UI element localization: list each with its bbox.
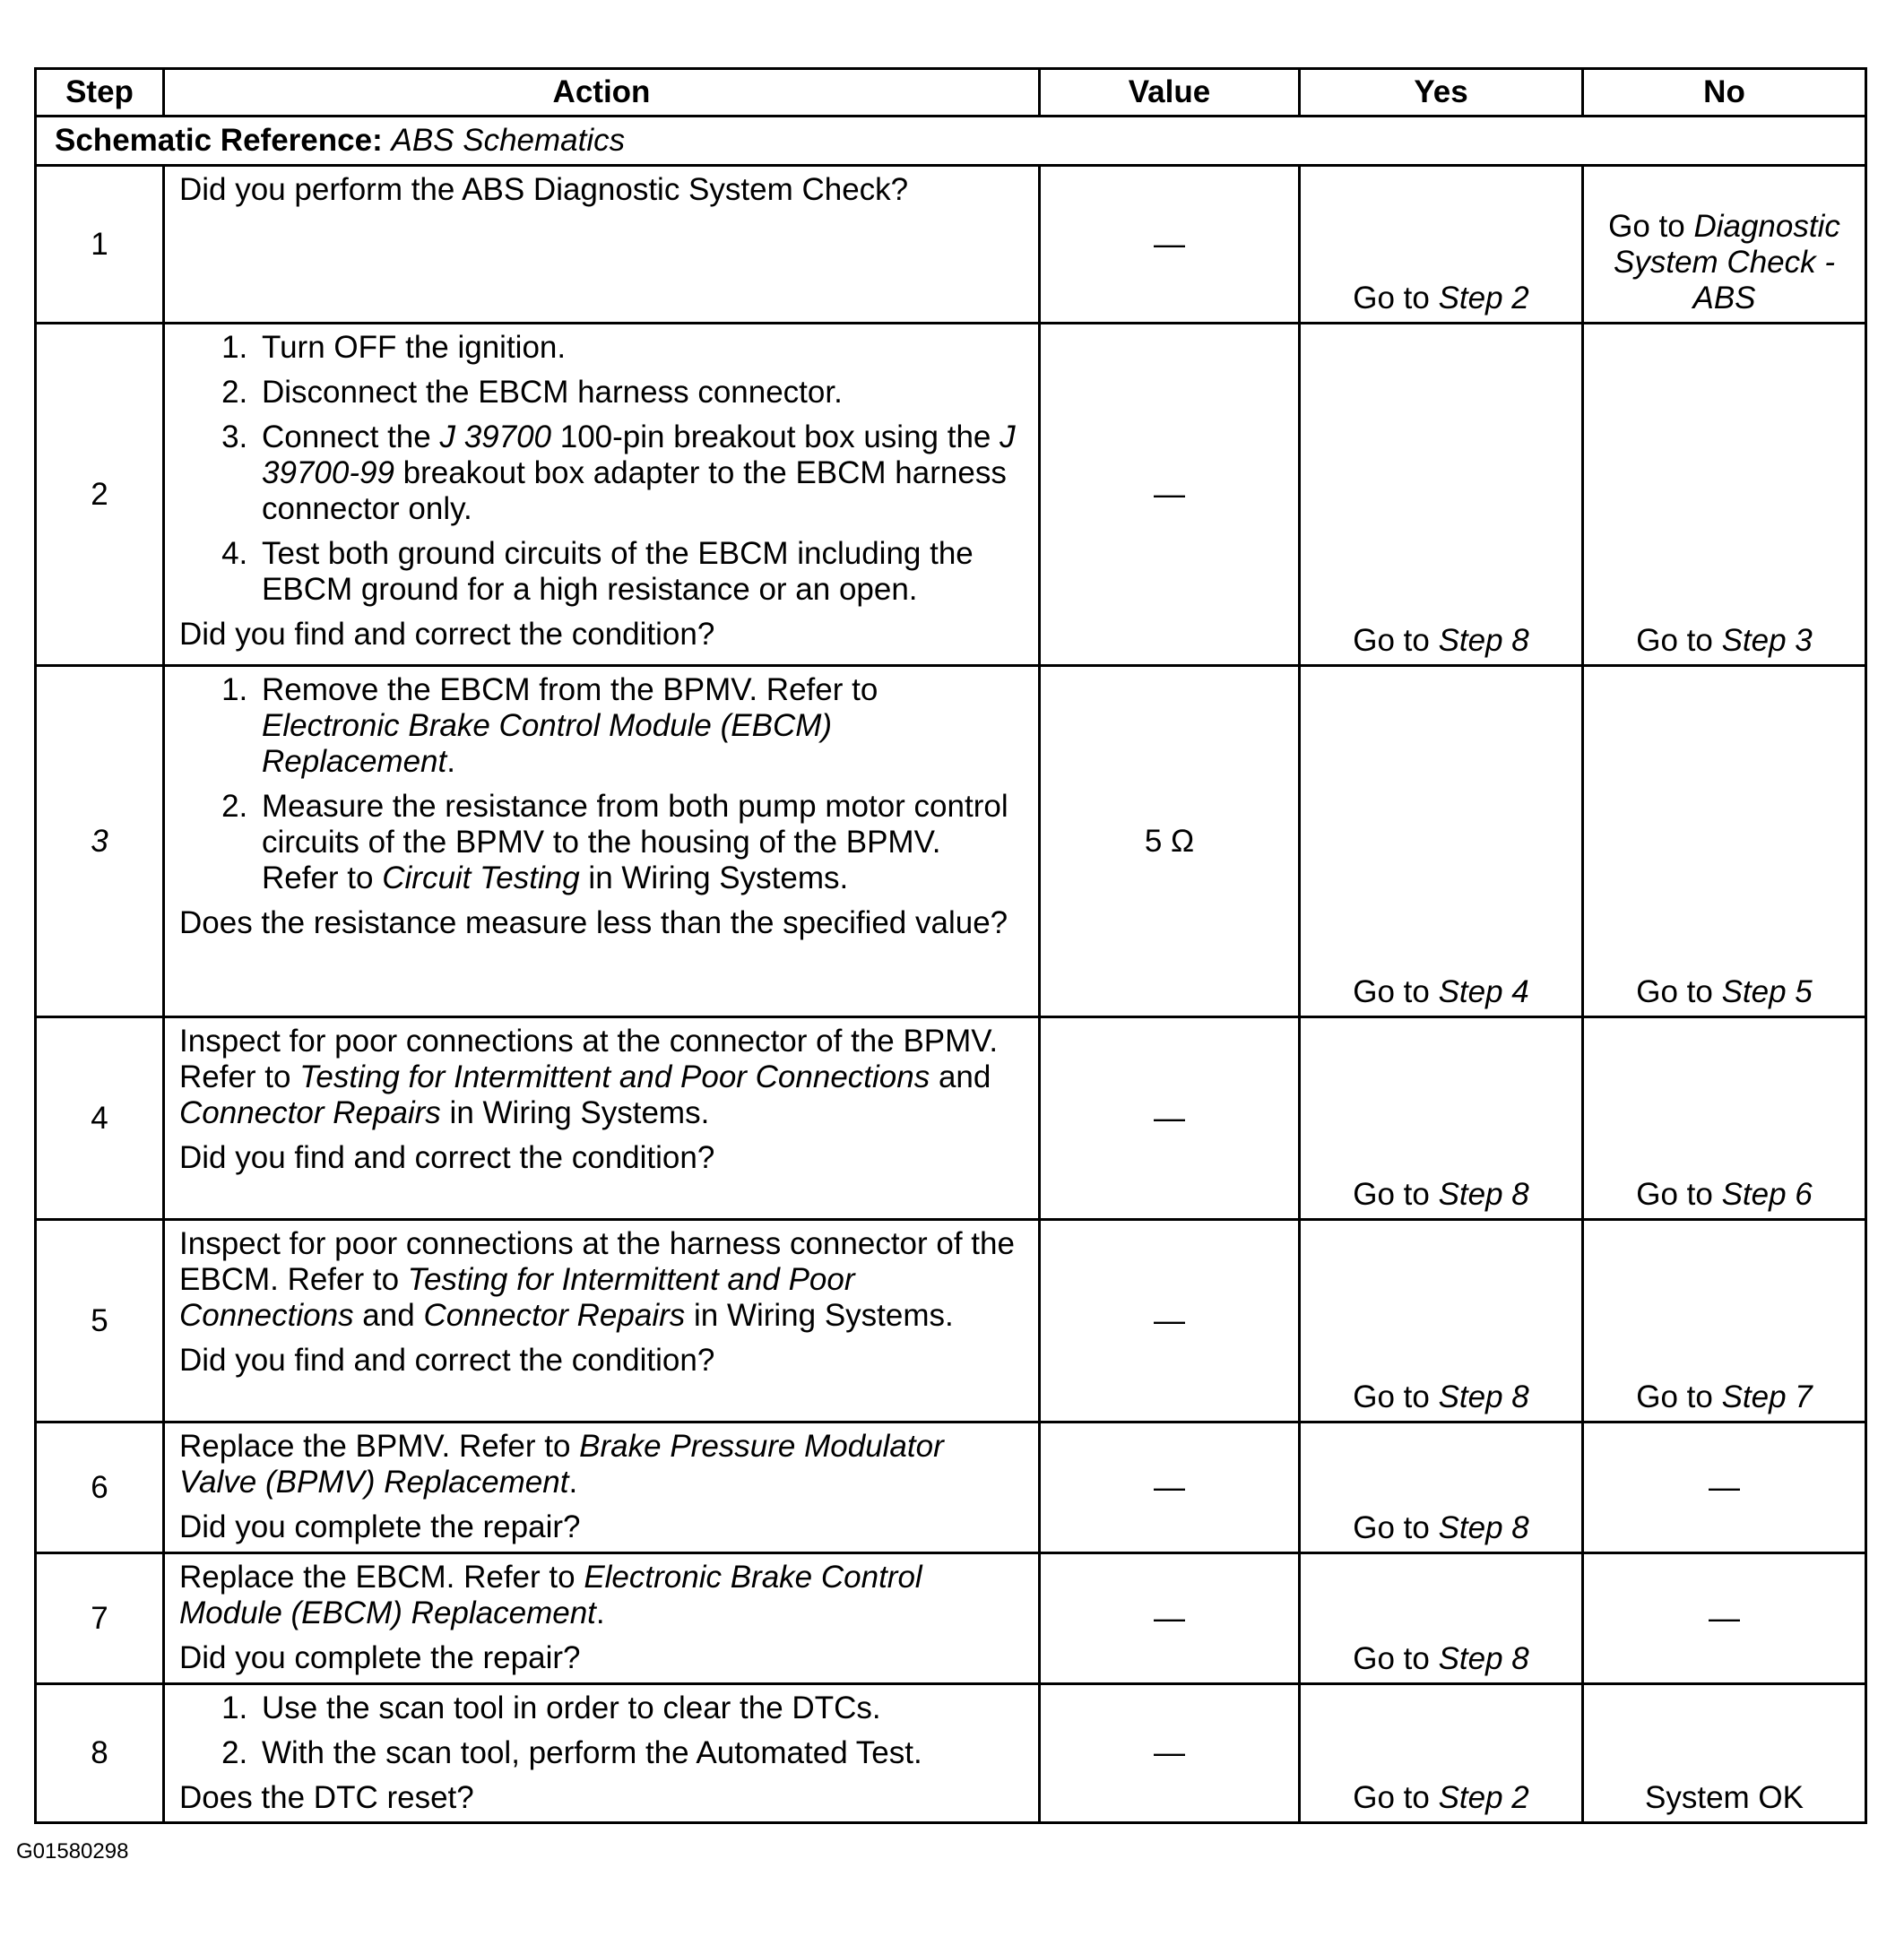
action-text: Inspect for poor connections at the connector of the BPMV. Refer to bbox=[179, 1024, 999, 1094]
action-item bbox=[256, 789, 1024, 896]
yes-prefix: Go to bbox=[1353, 1177, 1439, 1212]
yes-prefix: Go to bbox=[1353, 1780, 1439, 1815]
action-list bbox=[179, 1691, 1024, 1771]
table-row bbox=[36, 1553, 1866, 1684]
no-cell bbox=[1583, 324, 1866, 666]
action-cell bbox=[164, 1220, 1040, 1422]
procedure-reference: Brake Pressure Modulator Valve (BPMV) Replacement bbox=[179, 1429, 944, 1500]
action-question: Did you complete the repair? bbox=[179, 1509, 581, 1544]
schematic-reference-row bbox=[36, 117, 1866, 166]
procedure-reference: Testing for Intermittent and Poor Connections bbox=[299, 1059, 930, 1094]
yes-cell bbox=[1300, 666, 1583, 1017]
no-cell bbox=[1583, 166, 1866, 324]
table-row bbox=[36, 1017, 1866, 1220]
procedure-reference: Circuit Testing bbox=[382, 860, 580, 895]
yes-cell bbox=[1300, 1422, 1583, 1553]
no-prefix: Go to bbox=[1636, 1379, 1722, 1414]
action-cell bbox=[164, 324, 1040, 666]
step-number: 1 bbox=[36, 166, 164, 324]
no-cell bbox=[1583, 1017, 1866, 1220]
no-cell bbox=[1583, 666, 1866, 1017]
procedure-reference: Electronic Brake Control Module (EBCM) Replacement bbox=[179, 1560, 922, 1630]
tool-reference: J 39700-99 bbox=[262, 419, 1016, 490]
action-item bbox=[256, 419, 1024, 527]
step-number: 2 bbox=[36, 324, 164, 666]
table-row bbox=[36, 1220, 1866, 1422]
yes-prefix: Go to bbox=[1353, 974, 1439, 1009]
value-cell: — bbox=[1040, 1220, 1300, 1422]
yes-link: Step 8 bbox=[1438, 1641, 1529, 1676]
procedure-reference: Connector Repairs bbox=[423, 1298, 686, 1333]
action-question: Did you complete the repair? bbox=[179, 1640, 581, 1675]
action-question: Does the resistance measure less than the specified value? bbox=[179, 905, 1008, 940]
no-prefix: Go to bbox=[1636, 974, 1722, 1009]
action-text: Replace the EBCM. Refer to bbox=[179, 1560, 584, 1595]
action-text: 100-pin breakout box using the bbox=[551, 419, 1000, 454]
procedure-reference: Testing for Intermittent and Poor Connections bbox=[179, 1262, 855, 1333]
no-link: Step 7 bbox=[1721, 1379, 1813, 1414]
action-text: in Wiring Systems. bbox=[685, 1298, 954, 1333]
action-list bbox=[179, 672, 1024, 896]
value-cell: — bbox=[1040, 1553, 1300, 1684]
action-list bbox=[179, 330, 1024, 608]
table-row bbox=[36, 166, 1866, 324]
figure-code: G01580298 bbox=[16, 1839, 129, 1863]
action-question: Did you perform the ABS Diagnostic System Check? bbox=[179, 172, 909, 207]
header-yes: Yes bbox=[1300, 69, 1583, 117]
action-cell bbox=[164, 1684, 1040, 1823]
action-cell bbox=[164, 166, 1040, 324]
no-prefix: Go to bbox=[1636, 1177, 1722, 1212]
action-text: Remove the EBCM from the BPMV. Refer to bbox=[262, 672, 878, 707]
header-step: Step bbox=[36, 69, 164, 117]
schematic-reference bbox=[36, 117, 1866, 166]
action-item: 2. With the scan tool, perform the Automated Test. bbox=[256, 1735, 1024, 1771]
yes-prefix: Go to bbox=[1353, 281, 1439, 316]
table-row bbox=[36, 1422, 1866, 1553]
step-number-text: 3 bbox=[91, 823, 108, 859]
action-text: in Wiring Systems. bbox=[579, 860, 849, 895]
yes-link: Step 8 bbox=[1438, 1379, 1529, 1414]
action-text: and bbox=[930, 1059, 991, 1094]
no-cell: — bbox=[1583, 1422, 1866, 1553]
action-paragraph bbox=[179, 1226, 1024, 1334]
action-text: in Wiring Systems. bbox=[440, 1095, 710, 1130]
header-action: Action bbox=[164, 69, 1040, 117]
value-cell: — bbox=[1040, 1684, 1300, 1823]
procedure-reference: Connector Repairs bbox=[179, 1095, 441, 1130]
action-item: 1. Turn OFF the ignition. bbox=[256, 330, 1024, 366]
action-text: . bbox=[446, 744, 455, 779]
action-paragraph bbox=[179, 1024, 1024, 1131]
yes-link: Step 8 bbox=[1438, 1510, 1529, 1545]
yes-cell bbox=[1300, 324, 1583, 666]
step-number: 6 bbox=[36, 1422, 164, 1553]
action-item bbox=[256, 672, 1024, 780]
yes-prefix: Go to bbox=[1353, 623, 1439, 658]
action-item: 1. Use the scan tool in order to clear the DTCs. bbox=[256, 1691, 1024, 1726]
action-question: Did you find and correct the condition? bbox=[179, 617, 715, 652]
diagnostic-table-page bbox=[34, 67, 1865, 1824]
no-cell: System OK bbox=[1583, 1684, 1866, 1823]
value-cell: — bbox=[1040, 1422, 1300, 1553]
action-text: breakout box adapter to the EBCM harness connector only. bbox=[262, 455, 1007, 526]
no-cell: — bbox=[1583, 1553, 1866, 1684]
value-cell: 5 Ω bbox=[1040, 666, 1300, 1017]
yes-link: Step 2 bbox=[1438, 1780, 1529, 1815]
action-cell bbox=[164, 1422, 1040, 1553]
yes-prefix: Go to bbox=[1353, 1641, 1439, 1676]
yes-cell bbox=[1300, 1220, 1583, 1422]
action-text: and bbox=[353, 1298, 424, 1333]
action-paragraph bbox=[179, 1429, 1024, 1500]
no-cell bbox=[1583, 1220, 1866, 1422]
action-item: 2. Disconnect the EBCM harness connector. bbox=[256, 375, 1024, 411]
yes-link: Step 8 bbox=[1438, 623, 1529, 658]
step-number: 8 bbox=[36, 1684, 164, 1823]
step-number: 7 bbox=[36, 1553, 164, 1684]
no-prefix: Go to bbox=[1608, 209, 1694, 244]
table-row bbox=[36, 666, 1866, 1017]
action-question: Did you find and correct the condition? bbox=[179, 1343, 715, 1378]
action-text: Inspect for poor connections at the harness connector of the EBCM. Refer to bbox=[179, 1226, 1015, 1297]
no-link: Diagnostic System Check - ABS bbox=[1614, 209, 1840, 316]
table-row bbox=[36, 324, 1866, 666]
no-prefix: Go to bbox=[1636, 623, 1722, 658]
action-cell bbox=[164, 1553, 1040, 1684]
schematic-reference-value: ABS Schematics bbox=[391, 123, 626, 158]
diagnostic-table bbox=[34, 67, 1867, 1824]
action-question: Did you find and correct the condition? bbox=[179, 1140, 715, 1175]
yes-link: Step 2 bbox=[1438, 281, 1529, 316]
schematic-reference-label: Schematic Reference: bbox=[55, 123, 383, 158]
action-text: Measure the resistance from both pump motor control circuits of the BPMV to the housing of the BPMV. Refer to bbox=[262, 789, 1008, 895]
header-no: No bbox=[1583, 69, 1866, 117]
value-cell: — bbox=[1040, 166, 1300, 324]
table-header-row bbox=[36, 69, 1866, 117]
yes-cell bbox=[1300, 1017, 1583, 1220]
yes-link: Step 4 bbox=[1438, 974, 1529, 1009]
action-text: . bbox=[595, 1595, 605, 1630]
yes-cell bbox=[1300, 1553, 1583, 1684]
procedure-reference: Electronic Brake Control Module (EBCM) Replacement bbox=[262, 708, 833, 779]
yes-cell bbox=[1300, 1684, 1583, 1823]
value-cell: — bbox=[1040, 324, 1300, 666]
no-link: Step 5 bbox=[1721, 974, 1813, 1009]
tool-reference: J 39700 bbox=[439, 419, 552, 454]
action-question: Does the DTC reset? bbox=[179, 1780, 474, 1815]
yes-prefix: Go to bbox=[1353, 1510, 1439, 1545]
action-paragraph bbox=[179, 1560, 1024, 1631]
table-row bbox=[36, 1684, 1866, 1823]
action-item: 4. Test both ground circuits of the EBCM including the EBCM ground for a high resistance or an open. bbox=[256, 536, 1024, 608]
header-value: Value bbox=[1040, 69, 1300, 117]
action-text: Connect the bbox=[262, 419, 440, 454]
step-number bbox=[36, 666, 164, 1017]
yes-link: Step 8 bbox=[1438, 1177, 1529, 1212]
yes-cell bbox=[1300, 166, 1583, 324]
value-cell: — bbox=[1040, 1017, 1300, 1220]
step-number: 5 bbox=[36, 1220, 164, 1422]
action-text: . bbox=[568, 1465, 578, 1500]
action-cell bbox=[164, 1017, 1040, 1220]
yes-prefix: Go to bbox=[1353, 1379, 1439, 1414]
action-cell bbox=[164, 666, 1040, 1017]
step-number: 4 bbox=[36, 1017, 164, 1220]
action-text: Replace the BPMV. Refer to bbox=[179, 1429, 580, 1464]
no-link: Step 6 bbox=[1721, 1177, 1813, 1212]
no-link: Step 3 bbox=[1721, 623, 1813, 658]
